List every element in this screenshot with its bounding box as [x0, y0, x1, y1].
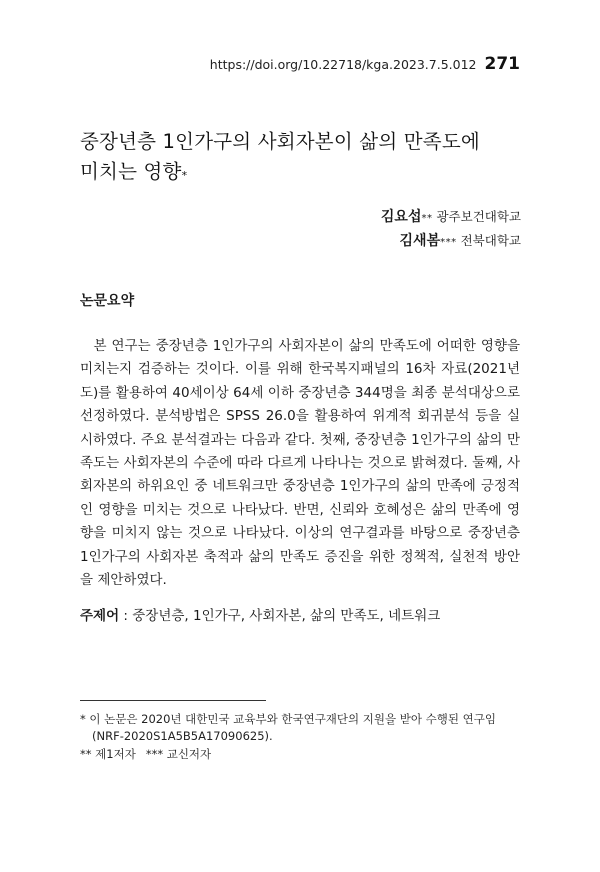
author-block	[381, 206, 521, 254]
title-line-2-text: 미치는 영향	[80, 160, 182, 183]
footnote-funding	[80, 711, 525, 745]
title-line-1: 중장년층 1인가구의 사회자본이 삶의 만족도에	[80, 130, 480, 153]
footnote-corresponding-author: *** 교신저자	[145, 747, 212, 761]
author-name: 김새봄	[399, 233, 441, 249]
author-mark: **	[421, 213, 433, 224]
author-mark: ***	[440, 237, 457, 248]
paper-title	[80, 127, 530, 187]
footnote-authors	[80, 746, 525, 763]
running-header	[210, 54, 520, 74]
keywords-label: 주제어	[80, 608, 120, 624]
author-line-1	[381, 206, 521, 230]
author-line-2	[381, 230, 521, 254]
author-affiliation: 광주보건대학교	[436, 209, 521, 224]
title-line-2	[80, 157, 530, 187]
keywords-separator: :	[119, 608, 133, 624]
doi-link[interactable]: https://doi.org/10.22718/kga.2023.7.5.012	[209, 57, 477, 72]
page-number: 271	[484, 54, 520, 74]
author-name: 김요섭	[380, 209, 422, 225]
footnote-funding-text: * 이 논문은 2020년 대한민국 교육부와 한국연구재단의 지원을 받아 수행된 연구임(NRF-2020S1A5B5A17090625).	[80, 712, 496, 743]
abstract-heading: 논문요약	[80, 293, 135, 309]
keywords-line	[80, 604, 440, 624]
abstract-body: 본 연구는 중장년층 1인가구의 사회자본이 삶의 만족도에 어떠한 영향을 미치는지 검증하는 것이다. 이를 위해 한국복지패널의 16차 자료(2021년도)를 활용하여 40세이상 64세 이하 중장년층 344명을 최종 분석대상으로 선정하였다. 분석방법은 SPSS 26.0을 활용하여 위계적 회귀분석 등을 실시하였다. 주요 분석결과는 다음과 같다. 첫째, 중장년층 1인가구의 삶의 만족도는 사회자본의 수준에 따라 다르게 나타나는 것으로 밝혀졌다. 둘째, 사회자본의 하위요인 중 네트워크만 중장년층 1인가구의 삶의 만족에 긍정적인 영향을 미치는 것으로 나타났다. 반면, 신뢰와 호혜성은 삶의 만족에 영향을 미치지 않는 것으로 나타났다. 이상의 연구결과를 바탕으로 중장년층 1인가구의 사회자본 축적과 삶의 만족도 증진을 위한 정책적, 실천적 방안을 제안하였다.	[80, 338, 520, 589]
keywords-value: 중장년층, 1인가구, 사회자본, 삶의 만족도, 네트워크	[132, 608, 441, 624]
footnote-first-author: ** 제1저자	[80, 747, 136, 761]
footnote-divider	[80, 700, 266, 701]
author-affiliation: 전북대학교	[460, 233, 521, 248]
title-footnote-mark: *	[181, 169, 188, 182]
